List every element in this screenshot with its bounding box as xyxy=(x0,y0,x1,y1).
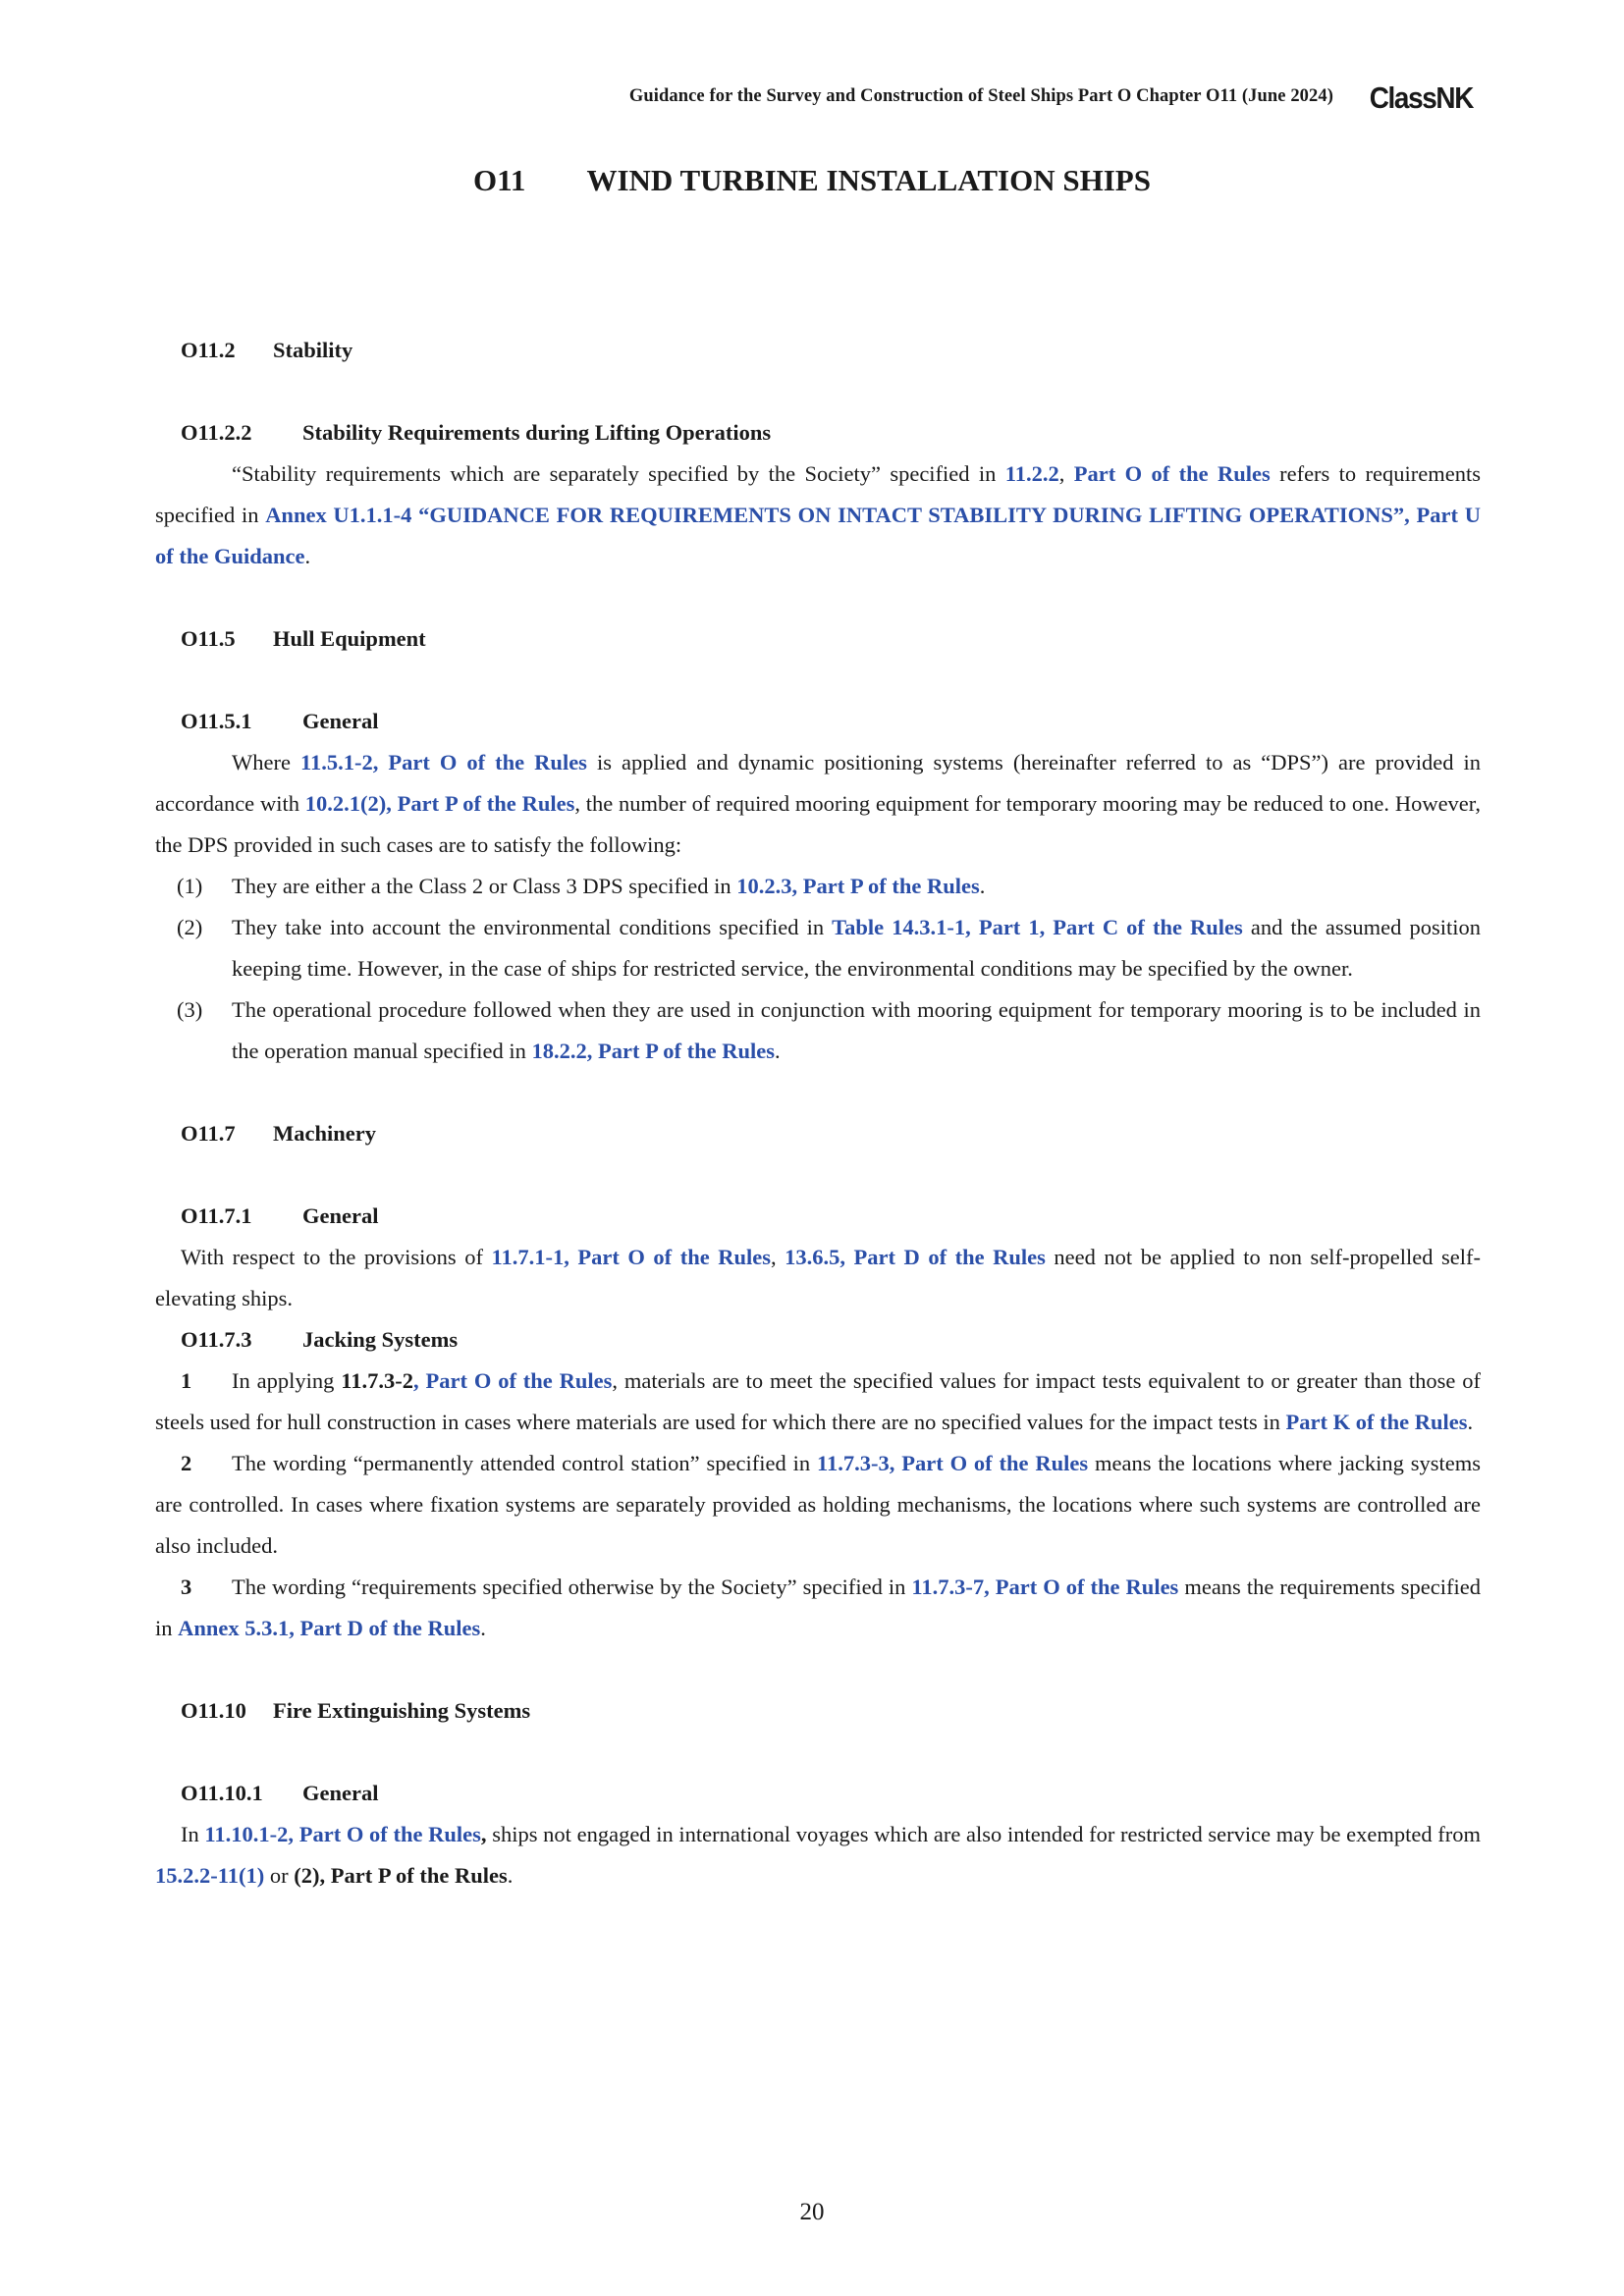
rule-link[interactable]: 11.2.2 xyxy=(1004,461,1059,486)
paragraph-o11-7-1: With respect to the provisions of 11.7.1-1, Part O of the Rules, 13.6.5, Part D of the Rules need not be applied to non self-propelled self-elevating ships. xyxy=(155,1245,1482,1310)
rule-link[interactable]: Part K of the Rules xyxy=(1285,1410,1468,1434)
section-heading-o11-5: O11.5 Hull Equipment xyxy=(181,626,426,651)
document-body xyxy=(155,330,1481,1896)
classnk-logo: ClassNK xyxy=(1369,80,1473,115)
paragraph-o11-7-3-1: 1 In applying 11.7.3-2, Part O of the Rules, materials are to meet the specified values for impact tests equivalent to or greater than those of steels used for hull construction in cases where materials are used for which there are no specified values for the impact tests in Part K of the Rules. xyxy=(155,1368,1481,1434)
section-heading-o11-2: O11.2 Stability xyxy=(181,338,353,362)
rule-link[interactable]: Table 14.3.1-1, Part 1, Part C of the Rules xyxy=(832,915,1243,939)
paragraph-o11-5-1: Where 11.5.1-2, Part O of the Rules is applied and dynamic positioning systems (hereinafter referred to as “DPS”) are provided in accordance with 10.2.1(2), Part P of the Rules, the number of required mooring equipment for temporary mooring may be reduced to one. However, the DPS provided in such cases are to satisfy the following: xyxy=(155,750,1482,857)
subsection-heading-o11-7-3: O11.7.3 Jacking Systems xyxy=(181,1327,459,1352)
rule-link[interactable]: 11.7.3-3, Part O of the Rules xyxy=(816,1451,1089,1475)
rule-link[interactable]: 11.5.1-2, Part O of the Rules xyxy=(299,750,587,774)
rule-link[interactable]: 13.6.5, Part D of the Rules xyxy=(785,1245,1046,1269)
rule-link[interactable]: Part O of the Rules xyxy=(1073,461,1271,486)
rule-link[interactable]: 18.2.2, Part P of the Rules xyxy=(531,1039,775,1063)
rule-link[interactable]: 10.2.1(2), Part P of the Rules xyxy=(304,791,575,816)
section-heading-o11-7: O11.7 Machinery xyxy=(181,1121,376,1146)
rule-link[interactable]: 11.7.3-7, Part O of the Rules xyxy=(911,1575,1179,1599)
running-title: Guidance for the Survey and Construction of Steel Ships Part O Chapter O11 (June 2024) xyxy=(628,86,1333,106)
subsection-heading-o11-10-1: O11.10.1 General xyxy=(181,1781,379,1805)
page-number: 20 xyxy=(799,2199,825,2225)
section-heading-o11-10: O11.10 Fire Extinguishing Systems xyxy=(181,1698,531,1723)
list-item: (2) They take into account the environmental conditions specified in Table 14.3.1-1, Part 1, Part C of the Rules and the assumed position keeping time. However, in the case of ships for restricted service, the environmental conditions may be specified by the owner. xyxy=(177,915,1481,981)
rule-link[interactable]: , Part O of the Rules xyxy=(412,1368,613,1393)
paragraph-o11-7-3-3: 3 The wording “requirements specified otherwise by the Society” specified in 11.7.3-7, Part O of the Rules means the requirements specified in Annex 5.3.1, Part D of the Rules. xyxy=(155,1575,1481,1640)
rule-link[interactable]: 15.2.2-11(1) xyxy=(155,1863,265,1888)
paragraph-o11-2-2: “Stability requirements which are separately specified by the Society” specified in 11.2.2, Part O of the Rules refers to requirements specified in Annex U1.1.1-4 “GUIDANCE FOR REQUIREMENTS ON INTACT STABILITY DURING LIFTING OPERATIONS”, Part U of the Guidance. xyxy=(155,461,1482,568)
subsection-heading-o11-5-1: O11.5.1 General xyxy=(181,709,379,733)
chapter-title-text: WIND TURBINE INSTALLATION SHIPS xyxy=(586,163,1151,197)
paragraph-o11-7-3-2: 2 The wording “permanently attended control station” specified in 11.7.3-3, Part O of the Rules means the locations where jacking systems are controlled. In cases where fixation systems are separately provided as holding mechanisms, the locations where such systems are controlled are also included. xyxy=(155,1451,1481,1558)
guidance-link[interactable]: Annex U1.1.1-4 “GUIDANCE FOR REQUIREMENTS ON INTACT STABILITY DURING LIFTING OPERATIONS”, Part U of the Guidance xyxy=(155,503,1481,568)
rule-link[interactable]: 11.10.1-2, Part O of the Rules xyxy=(204,1822,481,1846)
rule-link[interactable]: Annex 5.3.1, Part D of the Rules xyxy=(178,1616,481,1640)
subsection-heading-o11-7-1: O11.7.1 General xyxy=(181,1203,379,1228)
chapter-number: O11 xyxy=(473,163,526,197)
rule-link[interactable]: 11.7.1-1, Part O of the Rules xyxy=(491,1245,771,1269)
list-item: (3) The operational procedure followed when they are used in conjunction with mooring equipment for temporary mooring is to be included in the operation manual specified in 18.2.2, Part P of the Rules. xyxy=(177,997,1481,1063)
paragraph-o11-10-1: In 11.10.1-2, Part O of the Rules, ships not engaged in international voyages which are also intended for restricted service may be exempted from 15.2.2-11(1) or (2), Part P of the Rules. xyxy=(155,1822,1481,1888)
rule-link[interactable]: 10.2.3, Part P of the Rules xyxy=(736,874,980,898)
subsection-heading-o11-2-2: O11.2.2 Stability Requirements during Lifting Operations xyxy=(181,420,772,445)
chapter-title xyxy=(0,163,1624,198)
running-header xyxy=(157,80,1473,120)
list-item: (1) They are either a the Class 2 or Class 3 DPS specified in 10.2.3, Part P of the Rules. xyxy=(177,874,986,898)
